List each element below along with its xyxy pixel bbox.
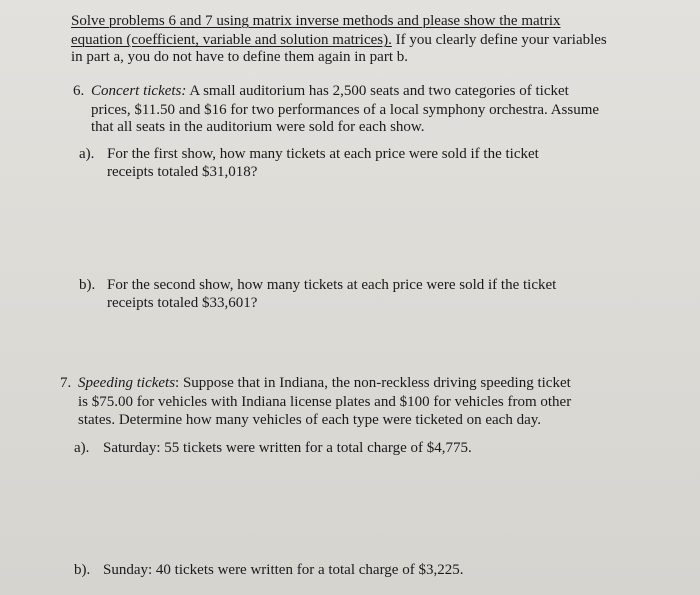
instructions-underlined-2: equation (coefficient, variable and solution matrices). xyxy=(71,32,392,48)
problem-6a-line-1: For the first show, how many tickets at each price were sold if the ticket xyxy=(107,146,539,162)
problem-6-line-2: prices, $11.50 and $16 for two performances of a local symphony orchestra. Assume xyxy=(91,102,600,118)
problem-6-title: Concert tickets: xyxy=(91,83,187,99)
problem-6-number: 6. xyxy=(73,83,85,99)
problem-7-line-3: states. Determine how many vehicles of each type were ticketed on each day. xyxy=(78,412,542,428)
problem-7b-label: b). xyxy=(74,562,91,578)
problem-7-title: Speeding tickets xyxy=(78,375,176,391)
problem-6-line-1-rest: A small auditorium has 2,500 seats and two categories of ticket xyxy=(186,83,569,99)
instructions-line-3: in part a, you do not have to define them again in part b. xyxy=(71,49,408,65)
problem-7-line-1 xyxy=(78,374,571,393)
problem-6b-line-1: For the second show, how many tickets at each price were sold if the ticket xyxy=(107,277,557,293)
problem-7-line-2: is $75.00 for vehicles with Indiana license plates and $100 for vehicles from other xyxy=(78,394,572,410)
problem-7b-text: Sunday: 40 tickets were written for a total charge of $3,225. xyxy=(103,562,464,578)
problem-7-number: 7. xyxy=(60,375,72,391)
problem-7a-label: a). xyxy=(74,440,90,456)
problem-7-title-colon: : xyxy=(175,375,180,391)
problem-6b-line-2: receipts totaled $33,601? xyxy=(107,295,258,311)
problem-6a-label: a). xyxy=(79,146,95,162)
problem-6a-line-2: receipts totaled $31,018? xyxy=(107,164,258,180)
problem-7a-text: Saturday: 55 tickets were written for a total charge of $4,775. xyxy=(103,440,472,456)
instructions-underlined-1: Solve problems 6 and 7 using matrix inverse methods and please show the matrix xyxy=(71,13,561,29)
instructions-line-2-rest: If you clearly define your variables xyxy=(391,32,607,48)
problem-6-line-3: that all seats in the auditorium were sold for each show. xyxy=(91,119,425,135)
instructions-line-1 xyxy=(71,12,561,31)
problem-6-line-1 xyxy=(91,82,569,101)
problem-6b-label: b). xyxy=(79,277,96,293)
problem-7-line-1-rest: Suppose that in Indiana, the non-reckless driving speeding ticket xyxy=(179,375,571,391)
